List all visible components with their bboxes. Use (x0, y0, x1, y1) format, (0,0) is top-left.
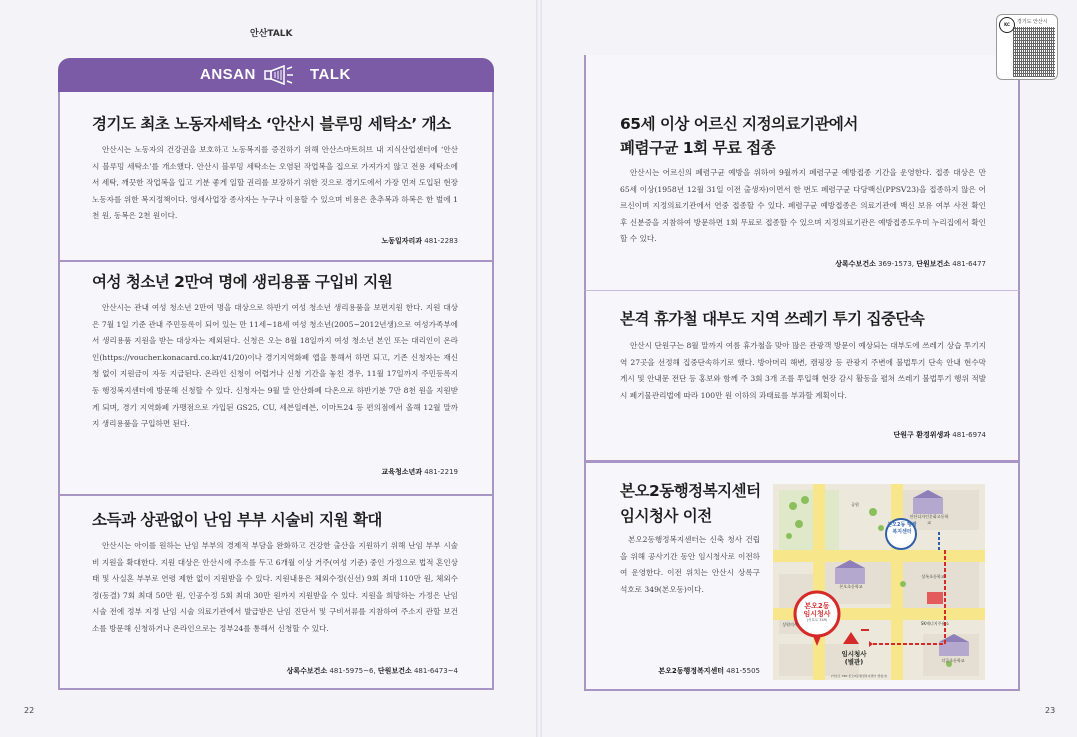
contact-number: 481-5975~6, (329, 667, 376, 675)
park-block (779, 490, 839, 550)
contact-number: 481-6974 (952, 431, 986, 439)
temp-office-label (797, 602, 837, 623)
article-body: 안산시는 아이를 원하는 난임 부부의 경제적 부담을 완화하고 건강한 출산을 지원하기 위해 난임 부부 시술비 지원을 확대한다. 지원 대상은 안산시에 주소를 두고 6개월 이상 거주(여성 기준) 중인 가정으로 법적 혼인상태 및 사실혼 부부로 연령 제한 없이 지원받을 수 있다. 지원내용은 체외수정(신선) 9회 최대 110만 원, 체외수정(동결) 7회 최대 50만 원, 인공수정 5회 최대 30만 원까지 지원받을 수 있다. 지원을 희망하는 가정은 난임 시술 전에 정부 지정 난임 시술 의료기관에서 발급받은 난임 진단서 및 구비서류를 지참하여 주소지 관할 보건소를 방문해 신청하거나 온라인으로는 정부24를 통해서 신청할 수 있다. (92, 541, 458, 633)
contact-org: 단원구 환경위생과 (893, 431, 951, 439)
article-contact (800, 430, 986, 440)
section-tag: 안산TALK (250, 29, 293, 39)
article-title: 경기도 최초 노동자세탁소 ‘안산시 블루밍 세탁소’ 개소 (92, 115, 451, 133)
temp-office-sub: (석호로 349) (806, 618, 828, 622)
qr-code[interactable] (996, 14, 1058, 80)
annex-label (829, 650, 879, 666)
article-title-line1: 65세 이상 어르신 지정의료기관에서 (620, 115, 858, 133)
place-label: 상록초등학교 (921, 574, 945, 579)
page-number-left: 22 (24, 706, 35, 715)
contact-org-2: 단원보건소 (916, 260, 951, 268)
temp-office-line2: 임시청사 (803, 610, 831, 618)
contact-number: 481-2283 (424, 237, 458, 245)
article-title-line2: 임시청사 이전 (620, 507, 712, 525)
old-center-label: 본오2동 행정 복지센터 (887, 522, 917, 535)
place-label: SK에너지주유소 (920, 621, 950, 626)
article-title: 소득과 상관없이 난임 부부 시술비 지원 확대 (92, 511, 382, 529)
article-body: 안산시는 관내 여성 청소년 2만여 명을 대상으로 하반기 여성 청소년 생리용품을 보편지원 한다. 지원 대상은 7월 1일 기준 관내 주민등록이 되어 있는 만 11세~18세 여성 청소년(2005~2012년생)으로 여성가족부에서 생리용품 지원을 받는 대상자는 제외된다. 신청은 오는 8월 18일까지 여성 청소년 본인 또는 대리인이 온라인(https://voucher.konacard.co.kr/41/20)이나 경기지역화폐 앱을 통해서 하면 되고, 기존 신청자는 재신청 없이 지원금이 자동 지급된다. 온라인 신청이 어렵거나 신청 기간을 놓친 경우, 11월 17일까지 주민등록지 동 행정복지센터에 방문해 신청할 수 있다. 신청자는 9월 말 안산화폐 다온으로 하반기분 7만 8천 원을 지원받게 되며, 경기 지역화폐 가맹점으로 가입된 GS25, CU, 세븐일레븐, 이마트24 등 편의점에서 올해 12월 말까지 생리용품을 구입하면 된다. (92, 303, 458, 429)
place-label: 공원 (851, 502, 859, 507)
contact-number: 369-1573, (878, 260, 915, 268)
annex-sub: (석호로 360 본오2동행정복지센터 옛청사) (830, 674, 888, 678)
article-contact (230, 666, 458, 676)
article-title-line2: 폐렴구균 1회 무료 접종 (620, 139, 776, 157)
article-contact (620, 666, 760, 676)
map-graphic (773, 484, 985, 680)
contact-org-2: 단원보건소 (377, 667, 412, 675)
qr-pattern (1013, 27, 1055, 77)
contact-org: 상록수보건소 (286, 667, 328, 675)
contact-number-2: 481-6477 (952, 260, 986, 268)
contact-number: 481-5505 (726, 667, 760, 675)
place-label: 상원의사 (782, 622, 798, 627)
article-body: 안산시는 노동자의 건강권을 보호하고 노동복지를 증진하기 위해 안산스마트허브 내 지식산업센터에 ‘안산시 블루밍 세탁소’를 개소했다. 안산시 블루밍 세탁소는 오염된 작업복을 집으로 가져가지 않고 전용 세탁소에서 세탁, 깨끗한 작업복을 입고 기분 좋게 일할 권리를 보장하기 위한 것으로 경기도에서 가장 먼저 도입된 현장 노동자를 위한 복지정책이다. 영세사업장 종사자는 누구나 이용할 수 있으며 비용은 춘추복과 하복은 한 벌에 1천 원, 동복은 2천 원이다. (92, 145, 458, 221)
qr-title: 경기도 안산시 (1017, 19, 1048, 25)
contact-number: 481-2219 (424, 468, 458, 476)
qr-logo-icon: KC (999, 17, 1015, 33)
place-label: 안산디자인문화고등학교 (909, 514, 949, 525)
ansan-talk-banner (58, 58, 494, 92)
relocation-map (773, 484, 985, 680)
article-title: 여성 청소년 2만여 명에 생리용품 구입비 지원 (92, 273, 393, 291)
annex-line1: 임시청사 (841, 650, 867, 658)
article-title-line1: 본오2동행정복지센터 (620, 482, 761, 500)
place-label: 각골초등학교 (941, 658, 965, 663)
contact-org: 교육청소년과 (381, 468, 423, 476)
place-label: 본오초등학교 (839, 584, 863, 589)
article-body: 안산시 단원구는 8월 말까지 여름 휴가철을 맞아 많은 관광객 방문이 예상되는 대부도에 쓰레기 상습 투기지역 27곳을 선정해 집중단속하기로 했다. 방아머리 해변, 캠핑장 등 관광지 주변에 불법투기 단속 안내 현수막 게시 및 안내문 전단 등 홍보와 함께 주 3회 3개 조를 투입해 현장 감시 활동을 펼쳐 쓰레기 불법투기 행위 적발 시 폐기물관리법에 따라 100만 원 이하의 과태료를 부과할 계획이다. (620, 341, 986, 400)
banner-left-text: ANSAN (200, 66, 256, 83)
contact-org: 노동일자리과 (381, 237, 423, 245)
page-gutter (536, 0, 542, 737)
article-contact (300, 467, 458, 477)
megaphone-icon (262, 64, 298, 86)
annex-line2: (별관) (844, 658, 864, 666)
article-title: 본격 휴가철 대부도 지역 쓰레기 투기 집중단속 (620, 310, 925, 328)
contact-number-2: 481-6473~4 (413, 667, 458, 675)
contact-org: 본오2동행정복지센터 (658, 667, 725, 675)
article-body: 안산시는 어르신의 폐렴구균 예방을 위하여 9월까지 폐렴구균 예방접종 기간을 운영한다. 접종 대상은 만 65세 이상(1958년 12월 31일 이전 출생자)이면서 한 번도 폐렴구균 다당백신(PPSV23)을 접종하지 않은 어르신이며 지정의료기관에서 연중 접종할 수 있다. 폐렴구균 예방접종은 의료기관에 백신 보유 여부 사전 확인 후 신분증을 지참하여 방문하면 1회 무료로 접종할 수 있으며 지정의료기관은 예방접종도우미 누리집에서 확인할 수 있다. (620, 168, 986, 244)
article-contact (780, 259, 986, 269)
temp-office-line1: 본오2동 (804, 602, 830, 610)
contact-org: 상록수보건소 (835, 260, 876, 268)
page-number-right: 23 (1045, 706, 1056, 715)
article-contact (300, 236, 458, 246)
gas-station-icon (927, 592, 943, 604)
article-body: 본오2동행정복지센터는 신축 청사 건립을 위해 공사기간 동안 임시청사로 이전하여 운영한다. 이전 위치는 안산시 상록구 석호로 349(본오동)이다. (620, 535, 760, 594)
banner-right-text: TALK (310, 66, 351, 83)
